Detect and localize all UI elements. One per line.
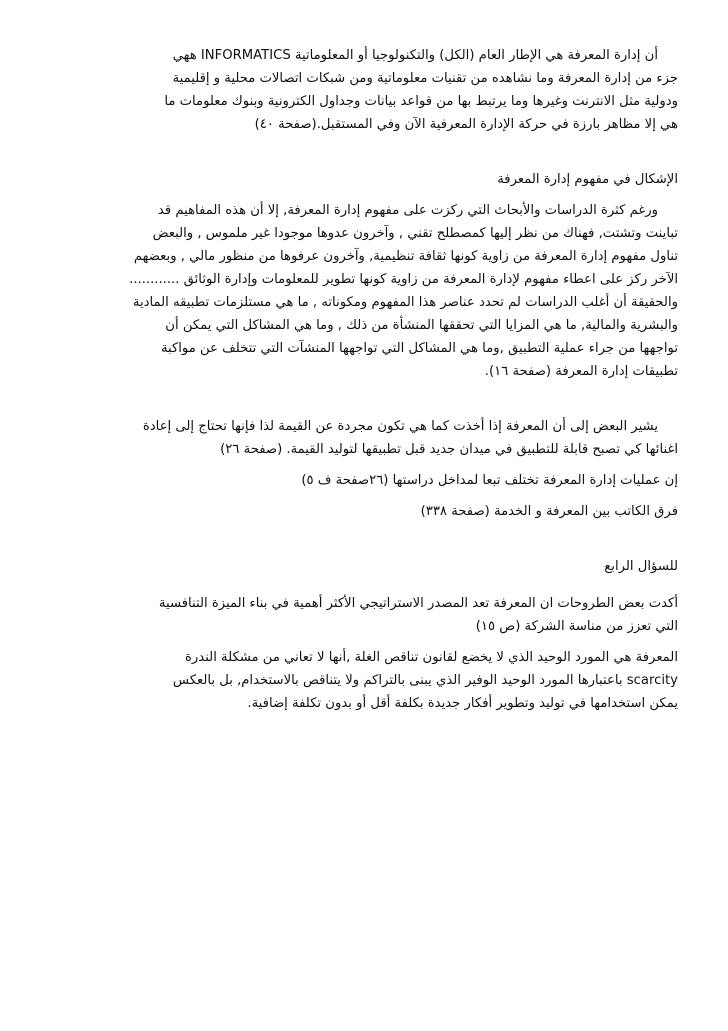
paragraph-strategic-source [45,592,678,638]
paragraph-knowledge-service: فرق الكاتب بين المعرفة و الخدمة (صفحة ٣٣٨) [420,504,678,519]
text-line: هي إلا مظاهر بارزة في حركة الإدارة المعرفية الآن وفي المستقبل.(صفحة ٤٠) [254,117,678,132]
paragraph-unique-resource [45,646,678,715]
text-line: scarcity باعتبارها المورد الوحيد الوفير الذي يبنى بالتراكم ولا يتناقص بالاستخدام, بل بالعكس [172,673,678,688]
text-line: تطبيقات إدارة المعرفة (صفحة ١٦). [484,364,678,379]
text-line: اغنائها كي تصبح قابلة للتطبيق في ميدان جديد قبل تطبيقها لتوليد القيمة. (صفحة ٢٦) [220,442,678,457]
document-page [45,44,678,715]
section-heading-concept-problem: الإشكال في مفهوم إدارة المعرفة [497,172,678,187]
paragraph-concept-problem [45,199,678,383]
text-line: المعرفة هي المورد الوحيد الذي لا يخضع لقانون تناقص الغلة ,أنها لا تعاني من مشكلة الندرة [185,650,678,665]
text-line: ودولية مثل الانترنت وغيرها وما يرتبط بها من قواعد بيانات وجداول الكترونية وبنوك معلومات ما [164,94,678,109]
text-line: يمكن استخدامها في توليد وتطوير أفكار جديدة بكلفة أقل أو بدون تكلفة إضافية. [247,696,678,711]
text-line: التي تعزز من مناسة الشركة (ص ١٥) [475,619,678,634]
text-line: تناول مفهوم إدارة المعرفة من زاوية كونها ثقافة تنظيمية, وآخرون عرفوها من منظور مالي , وبعضهم [133,249,678,264]
text-line: والبشرية والمالية, ما هي المزايا التي تحققها المنشأة من ذلك , وما هي المشاكل التي يمكن أن [165,318,678,333]
section-heading-fourth-question: للسؤال الرابع [604,559,678,574]
text-line: والحقيقة أن أغلب الدراسات لم تحدد عناصر هذا المفهوم ومكوناته , ما هي مستلزمات تطبيقه المادية [132,295,678,310]
text-line: تباينت وتشتت, فهناك من نظر إليها كمصطلح تقني , وآخرون عدوها موجودا غير ملموس , والبعض [152,226,678,241]
text-line: يشير البعض إلى أن المعرفة إذا أخذت كما هي تكون مجردة عن القيمة لذا فإنها تحتاج إلى إعادة [142,419,658,434]
paragraph-knowledge-value [45,415,678,461]
text-line: تواجهها من جراء عملية التطبيق ,وما هي المشاكل التي تواجهها المنشآت التي تتخلف عن مواكبة [160,341,678,356]
paragraph-informatics [45,44,678,136]
paragraph-km-processes: إن عمليات إدارة المعرفة تختلف تبعا لمداخل دراستها (٢٦صفحة ف ٥) [301,473,678,488]
text-line: جزء من إدارة المعرفة وما نشاهده من تقنيات معلوماتية ومن شبكات اتصالات محلية و إقليمية [172,71,678,86]
text-line: أكدت بعض الطروحات ان المعرفة تعد المصدر الاستراتيجي الأكثر أهمية في بناء الميزة التنافسية [158,596,678,611]
text-line: ورغم كثرة الدراسات والأبحاث التي ركزت على مفهوم إدارة المعرفة, إلا أن هذه المفاهيم قد [157,203,658,218]
text-line: أن إدارة المعرفة هي الإطار العام (الكل) والتكنولوجيا أو المعلوماتية INFORMATICS ههي [172,48,658,63]
text-line: الآخر ركز على اعطاء مفهوم لإدارة المعرفة من زاوية كونها تطوير للمعلومات وإدارة الوثائق ............ [129,272,678,287]
